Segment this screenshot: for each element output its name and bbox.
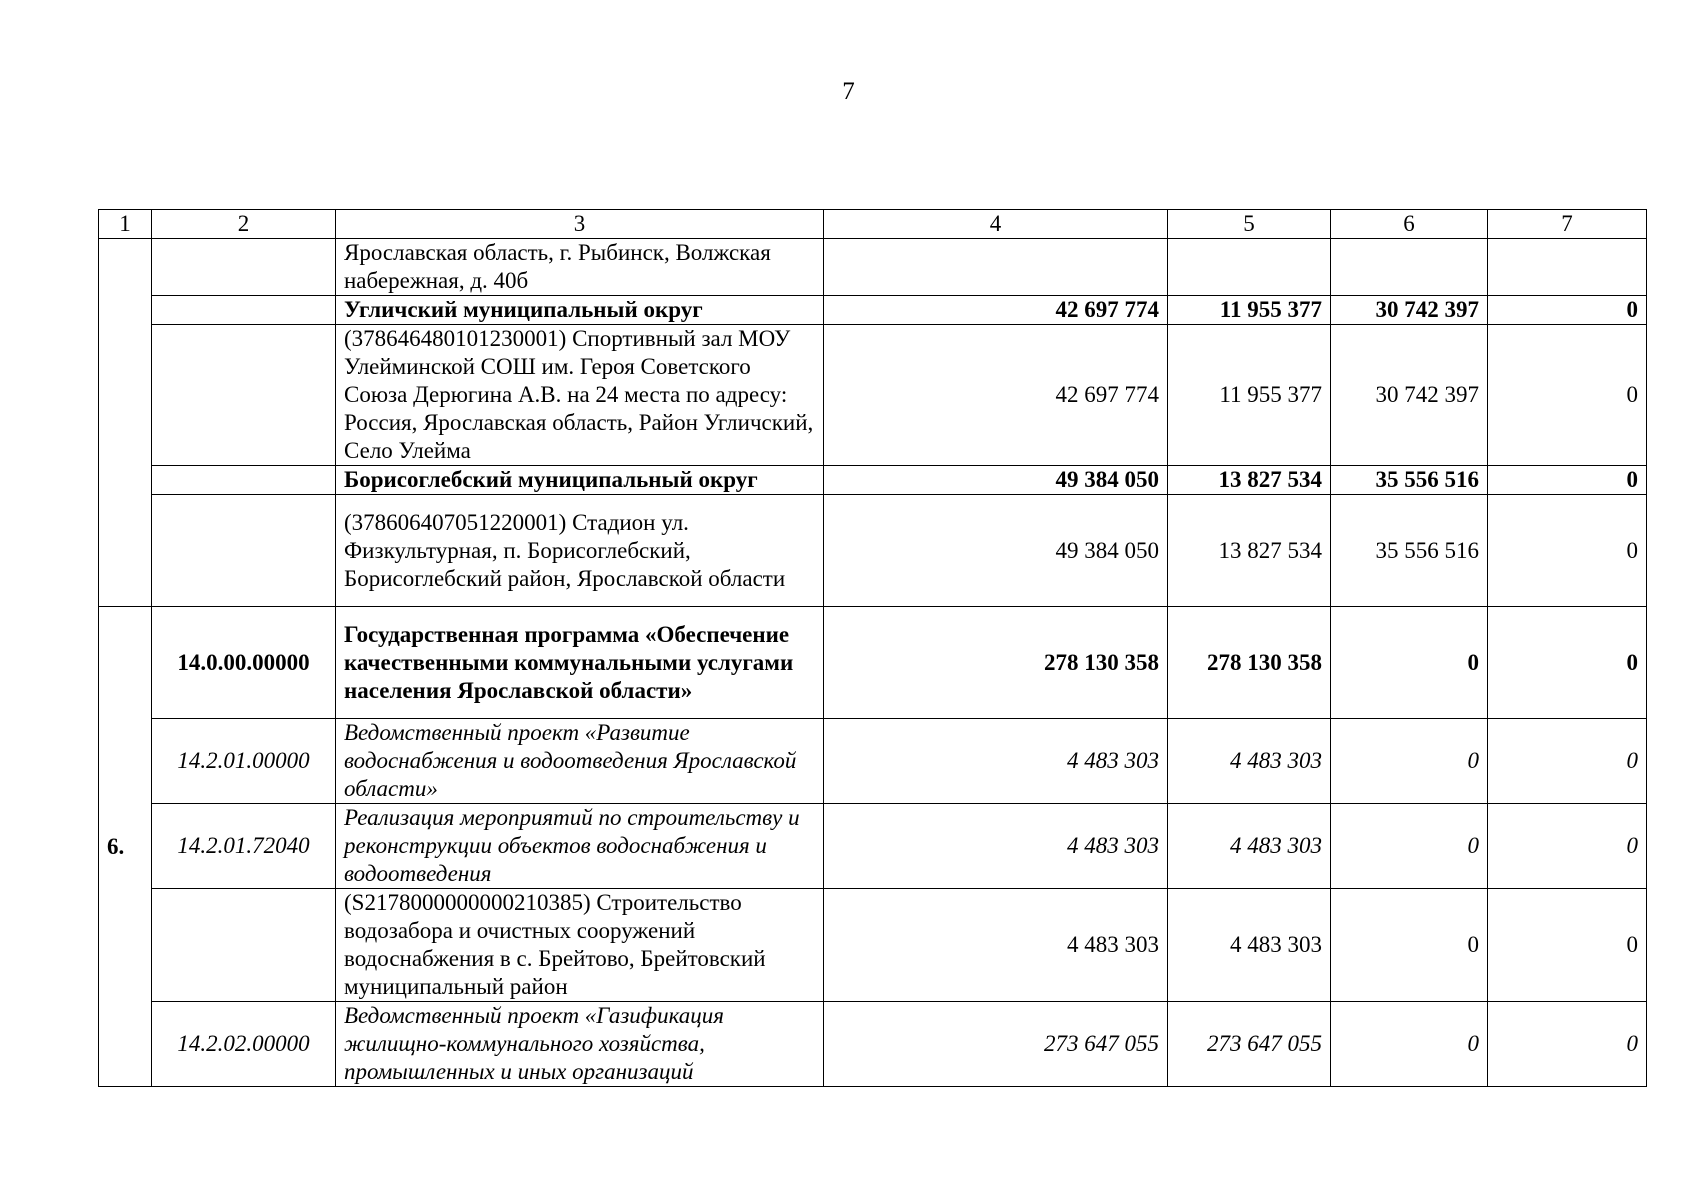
- row-value-col5: 11 955 377: [1168, 325, 1331, 466]
- table-row: [99, 495, 1647, 607]
- table-row: [99, 889, 1647, 1002]
- row-value-col7: 0: [1488, 1002, 1647, 1087]
- row-value-col4: 4 483 303: [824, 804, 1168, 889]
- row-name: Государственная программа «Обеспечение качественными коммунальными услугами населения Ярославской области»: [336, 607, 824, 719]
- row-value-col7: 0: [1488, 495, 1647, 607]
- column-header: 5: [1168, 210, 1331, 239]
- row-code: 14.2.02.00000: [152, 1002, 336, 1087]
- page-number: 7: [842, 78, 855, 105]
- row-value-col4: [824, 239, 1168, 296]
- row-value-col6: 0: [1331, 1002, 1488, 1087]
- row-value-col5: 278 130 358: [1168, 607, 1331, 719]
- row-value-col6: 35 556 516: [1331, 495, 1488, 607]
- row-value-col4: 273 647 055: [824, 1002, 1168, 1087]
- row-value-col6: 35 556 516: [1331, 466, 1488, 495]
- row-value-col7: 0: [1488, 466, 1647, 495]
- row-value-col5: 13 827 534: [1168, 466, 1331, 495]
- row-value-col7: 0: [1488, 296, 1647, 325]
- row-code: [152, 325, 336, 466]
- row-code: [152, 889, 336, 1002]
- row-value-col7: 0: [1488, 325, 1647, 466]
- row-name: Борисоглебский муниципальный округ: [336, 466, 824, 495]
- row-code: [152, 466, 336, 495]
- row-name: Ярославская область, г. Рыбинск, Волжская набережная, д. 40б: [336, 239, 824, 296]
- row-value-col4: 4 483 303: [824, 889, 1168, 1002]
- row-value-col4: 42 697 774: [824, 325, 1168, 466]
- column-header: 7: [1488, 210, 1647, 239]
- row-value-col5: 273 647 055: [1168, 1002, 1331, 1087]
- table-header-row: [99, 210, 1647, 239]
- row-value-col5: [1168, 239, 1331, 296]
- row-number: 6.: [99, 607, 152, 1087]
- row-name: Угличский муниципальный округ: [336, 296, 824, 325]
- table-row: [99, 466, 1647, 495]
- row-value-col7: 0: [1488, 804, 1647, 889]
- row-name: Ведомственный проект «Газификация жилищно-коммунального хозяйства, промышленных и иных организаций: [336, 1002, 824, 1087]
- row-value-col6: 30 742 397: [1331, 325, 1488, 466]
- row-name: Реализация мероприятий по строительству и реконструкции объектов водоснабжения и водоотведения: [336, 804, 824, 889]
- row-value-col6: [1331, 239, 1488, 296]
- row-name: (S2178000000000210385) Строительство водозабора и очистных сооружений водоснабжения в с. Брейтово, Брейтовский муниципальный район: [336, 889, 824, 1002]
- row-name: (378606407051220001) Стадион ул. Физкультурная, п. Борисоглебский, Борисоглебский район, Ярославской области: [336, 495, 824, 607]
- row-code: 14.0.00.00000: [152, 607, 336, 719]
- row-value-col4: 49 384 050: [824, 466, 1168, 495]
- row-value-col5: 4 483 303: [1168, 889, 1331, 1002]
- row-value-col7: [1488, 239, 1647, 296]
- row-value-col4: 4 483 303: [824, 719, 1168, 804]
- row-value-col6: 0: [1331, 607, 1488, 719]
- row-number: [99, 239, 152, 607]
- row-code: [152, 239, 336, 296]
- row-code: [152, 296, 336, 325]
- row-value-col7: 0: [1488, 607, 1647, 719]
- column-header: 1: [99, 210, 152, 239]
- row-value-col4: 42 697 774: [824, 296, 1168, 325]
- table-row: [99, 296, 1647, 325]
- row-value-col5: 4 483 303: [1168, 804, 1331, 889]
- row-code: [152, 495, 336, 607]
- row-value-col6: 0: [1331, 889, 1488, 1002]
- row-value-col7: 0: [1488, 719, 1647, 804]
- row-value-col5: 4 483 303: [1168, 719, 1331, 804]
- row-value-col4: 49 384 050: [824, 495, 1168, 607]
- row-value-col6: 30 742 397: [1331, 296, 1488, 325]
- row-value-col4: 278 130 358: [824, 607, 1168, 719]
- column-header: 2: [152, 210, 336, 239]
- table-row: [99, 607, 1647, 719]
- row-value-col5: 13 827 534: [1168, 495, 1331, 607]
- table-row: [99, 804, 1647, 889]
- table-row: [99, 325, 1647, 466]
- row-code: 14.2.01.00000: [152, 719, 336, 804]
- column-header: 6: [1331, 210, 1488, 239]
- row-code: 14.2.01.72040: [152, 804, 336, 889]
- row-value-col6: 0: [1331, 719, 1488, 804]
- row-value-col6: 0: [1331, 804, 1488, 889]
- table-row: [99, 719, 1647, 804]
- column-header: 4: [824, 210, 1168, 239]
- column-header: 3: [336, 210, 824, 239]
- row-value-col5: 11 955 377: [1168, 296, 1331, 325]
- budget-table: [98, 209, 1647, 1087]
- table-row: [99, 239, 1647, 296]
- table-row: [99, 1002, 1647, 1087]
- row-value-col7: 0: [1488, 889, 1647, 1002]
- row-name: Ведомственный проект «Развитие водоснабжения и водоотведения Ярославской области»: [336, 719, 824, 804]
- row-name: (378646480101230001) Спортивный зал МОУ Улейминской СОШ им. Героя Советского Союза Дерюгина А.В. на 24 места по адресу: Россия, Ярославская область, Район Угличский, Село Улейма: [336, 325, 824, 466]
